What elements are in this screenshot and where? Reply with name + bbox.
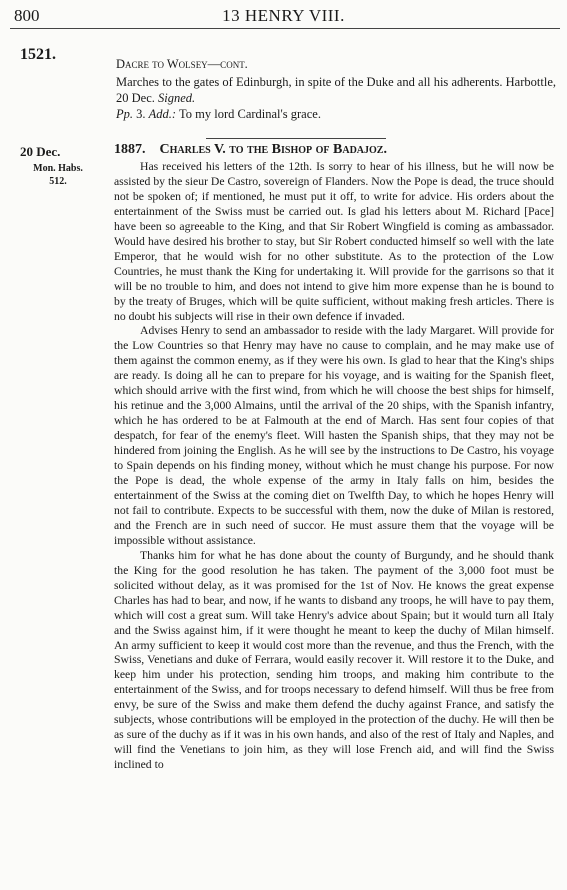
previous-entry-body: Marches to the gates of Edinburgh, in spite of the Duke and all his adherents. Harbottle, 20 Dec. <box>116 75 556 105</box>
reference-source: Mon. Habs. <box>33 163 83 174</box>
paragraph: Thanks him for what he has done about the county of Burgundy, and he should thank the King for the good resolution he has taken. The payment of the 3,000 foot must be solicited without delay, as it was promised for the 1st of Nov. He knows the great expense Charles has had to bear, and now, if he wants to disband any troops, he will have to pay them, which will cost a great sum. Will take Henry's advice about Spain; but it would turn all Italy and the Swiss against him, if it were thought he meant to keep the duchy of Milan himself. An army sufficient to keep it would cost more than the revenue, and thus the French, with the Swiss, Venetians and duke of Ferrara, would easily recover it. Will restore it to the Duke, and keep him under his protection, sending him troops, and making him contribute to the entertainment of the Swiss, and for troops necessary to defend himself. Will thus be free from envy, be sure of the Swiss and make them defend the duchy against France, and satisfy the subjects, whose contributions will be employed in the protection of the duchy. He will then be as sure of the duchy as if it was in his own hands, and also of the rest of Italy and Naples, and will find the Venetians to join him, as they will lose French aid, and will find the Swiss inclined to <box>114 548 554 772</box>
entry-separator <box>206 138 386 139</box>
header-rule <box>10 28 560 29</box>
paragraph: Has received his letters of the 12th. Is sorry to hear of his illness, but he will now be assisted by the sieur De Castro, sovereign of Flanders. Now the Pope is dead, the truce should not be spoken of; if mentioned, he must put it off, to write for advice. His orders about the entertainment of the Swiss must be carried out. Is glad his letters about M. Richard [Pace] have been so agreeable to the King, and that Sir Robert Wingfield is coming as ambassador. Would have desired his brother to stay, but Sir Robert conducted himself so well with the late Emperor, that he would wish for no other substitute. As to the protection of the Low Countries, he must thank the King for undertaking it. Will provide for the garrisons so that it will be no trouble to him, and does not intend to give him more expense than he is bound to by the treaty of Bruges, which will be quite sufficient, without making fresh articles. There is no doubt his subjects will rise in their own defence if invaded. <box>114 160 554 323</box>
pages-value: 3. <box>136 107 146 121</box>
running-head: 13 HENRY VIII. <box>222 6 345 25</box>
paragraph: Advises Henry to send an ambassador to reside with the lady Margaret. Will provide for the Low Countries so that Henry may have no cause to complain, and he may make use of them against the common enemy, as if they were his own. Is glad to hear that the King's ships are ready. Is doing all he can to prepare for his voyage, and is waiting for the Spanish fleet, which should arrive with the first wind, from which he will choose the best ships for himself, his retinue and the 3,000 Almains, until the arrival of the 20 ships, with the Spanish infantry, which he has ordered to be at Falmouth at the end of March. Has sent four copies of that despatch, for fear of the enemy's fleet. Will hasten the Spanish ships, that they may not be hindered from joining the English. As he will see by the instructions to De Castro, his voyage to Spain depends on his finding money, without which he must change his purpose. For now the Pope is dead, the whole expense of the army in Italy falls on him, besides the entertainment of the Swiss at the coming diet on Twelfth Day, to which he hopes Henry will not fail to contribute. Expects to be successful with them, now the duke of Milan is restored, and the French are in such need of succor. He must assure them that the voyage will be impossible without assistance. <box>114 324 554 547</box>
page-number: 800 <box>14 6 40 25</box>
previous-entry-heading: Dacre to Wolsey—cont. <box>116 57 248 71</box>
previous-entry-text <box>116 74 556 106</box>
signed-note: Signed. <box>158 91 196 105</box>
pages-label: Pp. <box>116 107 134 121</box>
entry-body <box>114 160 554 773</box>
address-label: Add.: <box>148 107 177 121</box>
entry-date: 20 Dec. <box>20 144 61 159</box>
entry-heading <box>114 142 387 158</box>
previous-entry-pages <box>116 106 556 122</box>
reference-number: 512. <box>49 176 67 187</box>
entry-number: 1887. <box>114 142 146 157</box>
entry-title: Charles V. to the Bishop of Badajoz. <box>159 142 387 157</box>
year-marginal: 1521. <box>20 46 56 63</box>
previous-entry <box>116 56 556 122</box>
entry-reference <box>28 162 88 188</box>
page-header <box>0 6 567 30</box>
address-value: To my lord Cardinal's grace. <box>178 107 321 121</box>
